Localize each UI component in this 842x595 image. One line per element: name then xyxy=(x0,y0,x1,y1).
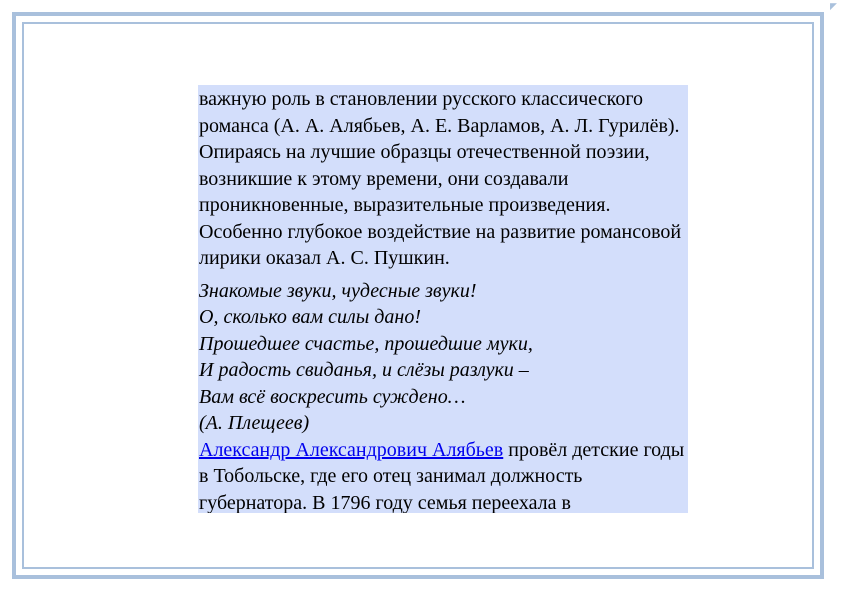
poem-author: (А. Плещеев) xyxy=(199,412,310,434)
text-box xyxy=(198,85,688,513)
poem-line: О, сколько вам силы дано! xyxy=(199,306,421,328)
bio-paragraph xyxy=(199,437,688,514)
intro-paragraph: важную роль в становлении русского классического романса (А. А. Алябьев, А. Е. Варламов, А. Л. Гурилёв). Опираясь на лучшие образцы отечественной поэзии, возникшие к этому времени, они создавали проникновенные, выразительные произведения. Особенно глубокое воздействие на развитие романсовой лирики оказал А. С. Пушкин. xyxy=(199,88,682,269)
alyabyev-link[interactable]: Александр Александрович Алябьев xyxy=(199,438,504,461)
bio-text: провёл детские годы в Тобольске, где его отец занимал должность губернатора. В 1796 году семья переехала в xyxy=(199,438,685,513)
corner-arrow-icon: ◤ xyxy=(830,2,837,12)
poem-block xyxy=(199,278,688,437)
poem-line: Прошедшее счастье, прошедшие муки, xyxy=(199,332,533,355)
poem-line: И радость свиданья, и слёзы разлуки – xyxy=(199,359,529,381)
poem-line: Вам всё воскресить суждено… xyxy=(199,385,466,408)
poem-line: Знакомые звуки, чудесные звуки! xyxy=(199,279,477,302)
